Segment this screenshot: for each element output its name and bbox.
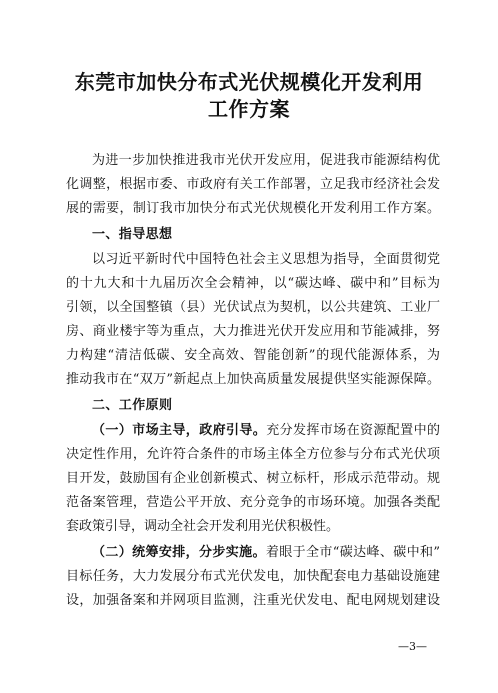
paragraph-line: 推动我市在“双万”新起点上加快高质量发展提供坚实能源保障。 bbox=[66, 372, 440, 387]
paragraph-line: 目开发，鼓励国有企业创新模式、树立标杆，形成示范带动。规 bbox=[66, 471, 440, 486]
paragraph-line: 的十九大和十九届历次全会精神，以“碳达峰、碳中和”目标为 bbox=[66, 276, 440, 291]
paragraph-line: 目标任务，大力发展分布式光伏发电，加快配套电力基础设施建 bbox=[66, 569, 440, 584]
paragraph-line: 力构建“清洁低碳、安全高效、智能创新”的现代能源体系，为 bbox=[66, 348, 440, 363]
paragraph-line: 套政策引导，调动全社会开发利用光伏积极性。 bbox=[66, 519, 340, 534]
intro-line: 展的需要，制订我市加快分布式光伏规模化开发利用工作方案。 bbox=[66, 201, 440, 216]
paragraph-line: 范备案管理，营造公平开放、充分竞争的市场环境。加强各类配 bbox=[66, 495, 440, 510]
principle-2-first-line bbox=[92, 543, 440, 563]
principle-1-first-line-text: 充分发挥市场在资源配置中的 bbox=[266, 423, 440, 438]
document-title-line-1: 东莞市加快分布式光伏规模化开发利用 bbox=[74, 70, 424, 94]
paragraph-line: 引领，以全国整镇（县）光伏试点为契机，以公共建筑、工业厂 bbox=[66, 300, 440, 315]
page-number: —3— bbox=[398, 640, 427, 653]
principle-1-lead: （一）市场主导，政府引导。 bbox=[92, 423, 267, 438]
intro-line: 化调整，根据市委、市政府有关工作部署，立足我市经济社会发 bbox=[66, 177, 440, 192]
principle-1-first-line bbox=[92, 421, 440, 441]
document-title-line-2: 工作方案 bbox=[208, 97, 290, 121]
principle-2-first-line-text: 着眼于全市“碳达峰、碳中和” bbox=[265, 545, 440, 560]
paragraph-line: 以习近平新时代中国特色社会主义思想为指导，全面贯彻党 bbox=[92, 252, 440, 267]
section-heading-work-principles: 二、工作原则 bbox=[92, 398, 173, 413]
section-heading-guiding-ideology: 一、指导思想 bbox=[92, 227, 173, 242]
principle-2-lead: （二）统筹安排，分步实施。 bbox=[92, 545, 266, 560]
intro-line: 为进一步加快推进我市光伏开发应用，促进我市能源结构优 bbox=[92, 153, 440, 168]
paragraph-line: 决定性作用，允许符合条件的市场主体全方位参与分布式光伏项 bbox=[66, 447, 440, 462]
paragraph-line: 设，加强备案和并网项目监测，注重光伏发电、配电网规划建设 bbox=[66, 593, 440, 608]
paragraph-line: 房、商业楼宇等为重点，大力推进光伏开发应用和节能减排，努 bbox=[66, 324, 440, 339]
